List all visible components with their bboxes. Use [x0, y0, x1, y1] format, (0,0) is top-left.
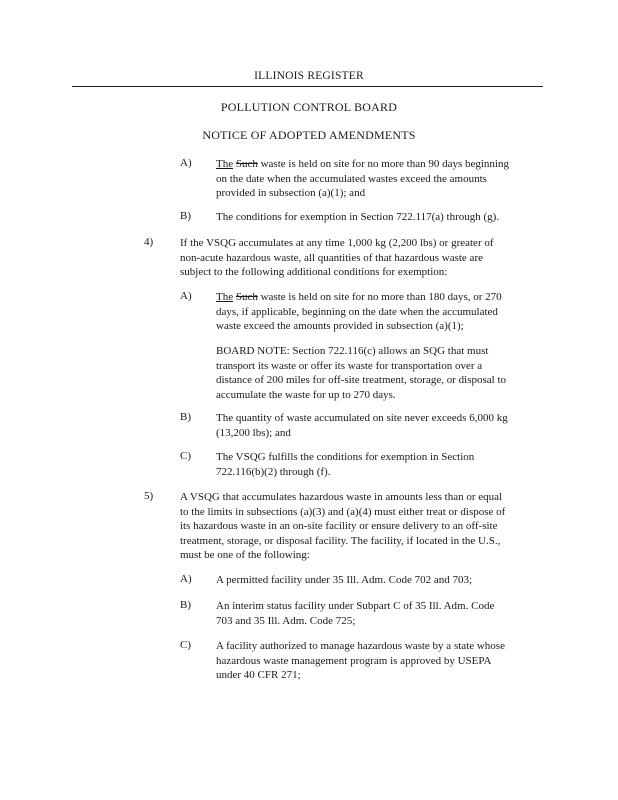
text-line: The conditions for exemption in Section 722.117(a) through (g). — [216, 211, 500, 223]
item-a-text — [216, 157, 509, 201]
board-title: POLLUTION CONTROL BOARD — [220, 100, 398, 114]
text-line: A facility authorized to manage hazardous waste by a state whose — [216, 640, 505, 652]
item-label: A) — [180, 157, 192, 169]
text-line: transport its waste or offer its waste for transportation over a — [216, 359, 483, 372]
text-line: The VSQG fulfills the conditions for exemption in Section — [216, 451, 475, 463]
text-line: must be one of the following: — [180, 549, 310, 561]
item-4c-text — [216, 450, 474, 479]
inserted-text: The — [216, 158, 234, 170]
text-line: provided in subsection (a)(1); and — [216, 187, 366, 199]
text-line: waste exceed the amounts provided in subsection (a)(1); — [216, 320, 464, 332]
item-4a-text — [216, 290, 502, 334]
notice-title: NOTICE OF ADOPTED AMENDMENTS — [202, 128, 416, 142]
item-label: 5) — [144, 490, 154, 502]
register-title: ILLINOIS REGISTER — [254, 70, 364, 82]
deleted-text: Such — [235, 291, 258, 303]
text-line: 703 and 35 Ill. Adm. Code 725; — [216, 614, 356, 627]
text-line: its hazardous waste in an on-site facility or ensure delivery to an off-site — [180, 520, 498, 532]
item-4b-text — [216, 411, 508, 440]
text-run: waste is held on site for no more than 90 days beginning — [257, 158, 509, 170]
item-label: A) — [180, 573, 192, 585]
item-label: C) — [180, 639, 191, 651]
text-line: hazardous waste management program is approved by USEPA — [216, 654, 492, 667]
text-line: A VSQG that accumulates hazardous waste in amounts less than or equal — [180, 491, 503, 503]
text-line: The quantity of waste accumulated on site never exceeds 6,000 kg — [216, 412, 508, 424]
text-line: non-acute hazardous waste, all quantities of that hazardous waste are — [180, 251, 483, 264]
item-label: B) — [180, 210, 191, 222]
text-line: distance of 200 miles for off-site treatment, storage, or disposal to — [216, 374, 507, 386]
text-line — [216, 157, 509, 172]
item-label: B) — [180, 599, 191, 611]
item-b-text — [216, 210, 499, 225]
text-line: If the VSQG accumulates at any time 1,000 kg (2,200 lbs) or greater of — [180, 237, 494, 249]
text-line: subject to the following additional conditions for exemption: — [180, 266, 448, 278]
text-line: 722.116(b)(2) through (f). — [216, 465, 331, 478]
item-label: B) — [180, 411, 191, 423]
board-note — [216, 344, 506, 402]
item-label: C) — [180, 450, 191, 462]
text-line: days, if applicable, beginning on the date when the accumulated — [216, 305, 498, 318]
text-line: under 40 CFR 271; — [216, 669, 301, 681]
text-line: BOARD NOTE: Section 722.116(c) allows an SQG that must — [216, 345, 489, 357]
item-5c-text — [216, 639, 505, 683]
item-5a-text — [216, 573, 472, 588]
text-line: treatment, storage, or disposal facility. The facility, if located in the U.S., — [180, 534, 501, 547]
inserted-text: The — [216, 291, 234, 303]
text-line: on the date when the accumulated wastes exceed the amounts — [216, 172, 487, 185]
text-line: accumulate the waste for up to 270 days. — [216, 388, 396, 401]
header-rule — [72, 86, 543, 87]
text-run: waste is held on site for no more than 180 days, or 270 — [257, 291, 502, 303]
text-line: to the limits in subsections (a)(3) and (a)(4) must either treat or dispose of — [180, 505, 506, 518]
item-label: 4) — [144, 236, 154, 248]
item-5b-text — [216, 599, 494, 628]
item-4-text — [180, 236, 494, 280]
deleted-text: Such — [235, 158, 258, 170]
text-line: (13,200 lbs); and — [216, 426, 291, 439]
item-label: A) — [180, 290, 192, 302]
item-5-text — [180, 490, 505, 563]
text-line: An interim status facility under Subpart C of 35 Ill. Adm. Code — [216, 600, 495, 612]
text-line: A permitted facility under 35 Ill. Adm. Code 702 and 703; — [216, 574, 473, 586]
text-line — [216, 290, 502, 305]
